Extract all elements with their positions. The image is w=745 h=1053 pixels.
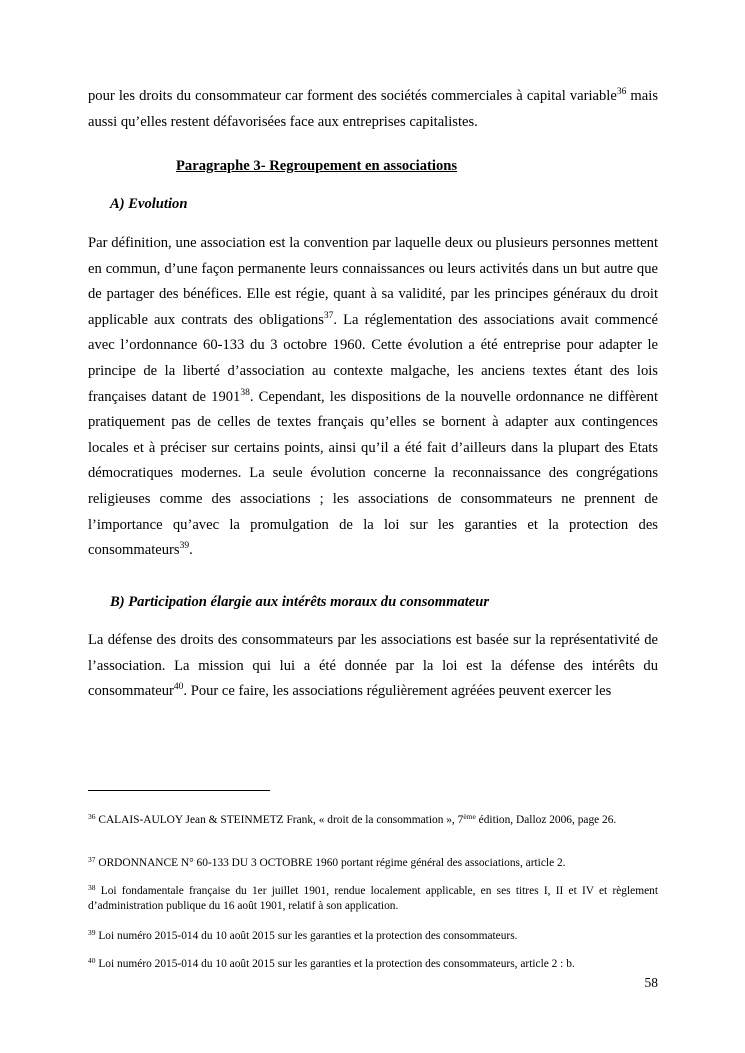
footnote-40-text: Loi numéro 2015-014 du 10 août 2015 sur les garanties et la protection des consommateurs, article 2 : b.	[95, 958, 575, 970]
footnote-ref-36[interactable]: 36	[616, 87, 627, 97]
evolution-text-3: . Cependant, les dispositions de la nouvelle ordonnance ne diffèrent pratiquement pas de celles de textes français qu’elles se bornent à adapter aux contingences locales et à préciser sur certains points, ainsi qu’il a été fait d’ailleurs dans la plupart des Etats démocratiques modernes. La seule évolution concerne la reconnaissance des congrégations religieuses comme des associations ; les associations de consommateurs ne prennent de l’importance qu’avec la promulgation de la loi sur les garanties et la protection des consommateurs	[88, 388, 659, 559]
paragraph-intro-text-b: mais aussi qu’elles restent défavorisées face aux entreprises capitalistes.	[88, 88, 658, 130]
footnote-separator	[88, 790, 270, 791]
paragraph-intro	[88, 84, 658, 135]
footnote-ref-38[interactable]: 38	[240, 387, 250, 398]
footnote-39	[88, 929, 658, 944]
footnote-39-text: Loi numéro 2015-014 du 10 août 2015 sur les garanties et la protection des consommateurs.	[95, 930, 518, 942]
footnote-40	[88, 957, 658, 972]
participation-text-1: La défense des droits des consommateurs par les associations est basée sur la représentativité de l’association. La mission qui lui a été donnée par la loi est la défense des intérêts du consommateur	[88, 632, 658, 700]
footnote-36-number: 36	[88, 812, 96, 821]
evolution-text-1: Par définition, une association est la convention par laquelle deux ou plusieurs personnes mettent en commun, d’une façon permanente leurs connaissances ou leurs activités dans un but autre que de partager des bénéfices. Elle est régie, quant à sa validité, par les principes généraux du droit applicable aux contrats des obligations	[88, 235, 658, 328]
footnote-ref-40[interactable]: 40	[173, 682, 184, 693]
participation-text-2: . Pour ce faire, les associations régulièrement agréées peuvent exercer les	[183, 683, 612, 700]
paragraph-evolution	[88, 231, 658, 564]
footnote-38-text: Loi fondamentale française du 1er juillet 1901, rendue localement applicable, en ses titres I, II et IV et règlement d’administration publique du 16 août 1901, relatif à son application.	[88, 885, 658, 912]
footnote-37-text: ORDONNANCE N° 60-133 DU 3 OCTOBRE 1960 portant régime général des associations, article 2.	[95, 857, 566, 869]
footnote-37	[88, 856, 658, 871]
footnote-40-number: 40	[88, 956, 96, 965]
page-number: 58	[644, 975, 658, 990]
evolution-text-4: .	[189, 542, 193, 559]
footnote-36	[88, 813, 658, 828]
subsection-b-title: B) Participation élargie aux intérêts moraux du consommateur	[110, 594, 490, 610]
subsection-a-title: A) Evolution	[110, 196, 188, 212]
footnote-36-edition-suffix: ème	[463, 812, 476, 821]
section-heading: Paragraphe 3- Regroupement en associations	[176, 158, 458, 174]
footnote-37-number: 37	[88, 855, 96, 864]
footnote-ref-39[interactable]: 39	[179, 541, 190, 552]
footnote-38-number: 38	[88, 883, 96, 892]
footnote-38	[88, 884, 658, 914]
footnote-39-number: 39	[88, 928, 96, 937]
evolution-text-2: . La réglementation des associations avait commencé avec l’ordonnance 60-133 du 3 octobre 1960. Cette évolution a été entreprise pour adapter le principe de la liberté d’association au contexte malgache, les anciens textes étant des lois françaises datant de 1901	[88, 311, 659, 405]
footnote-36-text-a: CALAIS-AULOY Jean & STEINMETZ Frank, « droit de la consommation », 7	[95, 814, 464, 826]
paragraph-participation	[88, 628, 658, 705]
footnote-36-text-b: édition, Dalloz 2006, page 26.	[475, 814, 617, 826]
footnote-ref-37[interactable]: 37	[323, 310, 334, 321]
paragraph-intro-text-a: pour les droits du consommateur car forment des sociétés commerciales à capital variable	[88, 88, 617, 104]
